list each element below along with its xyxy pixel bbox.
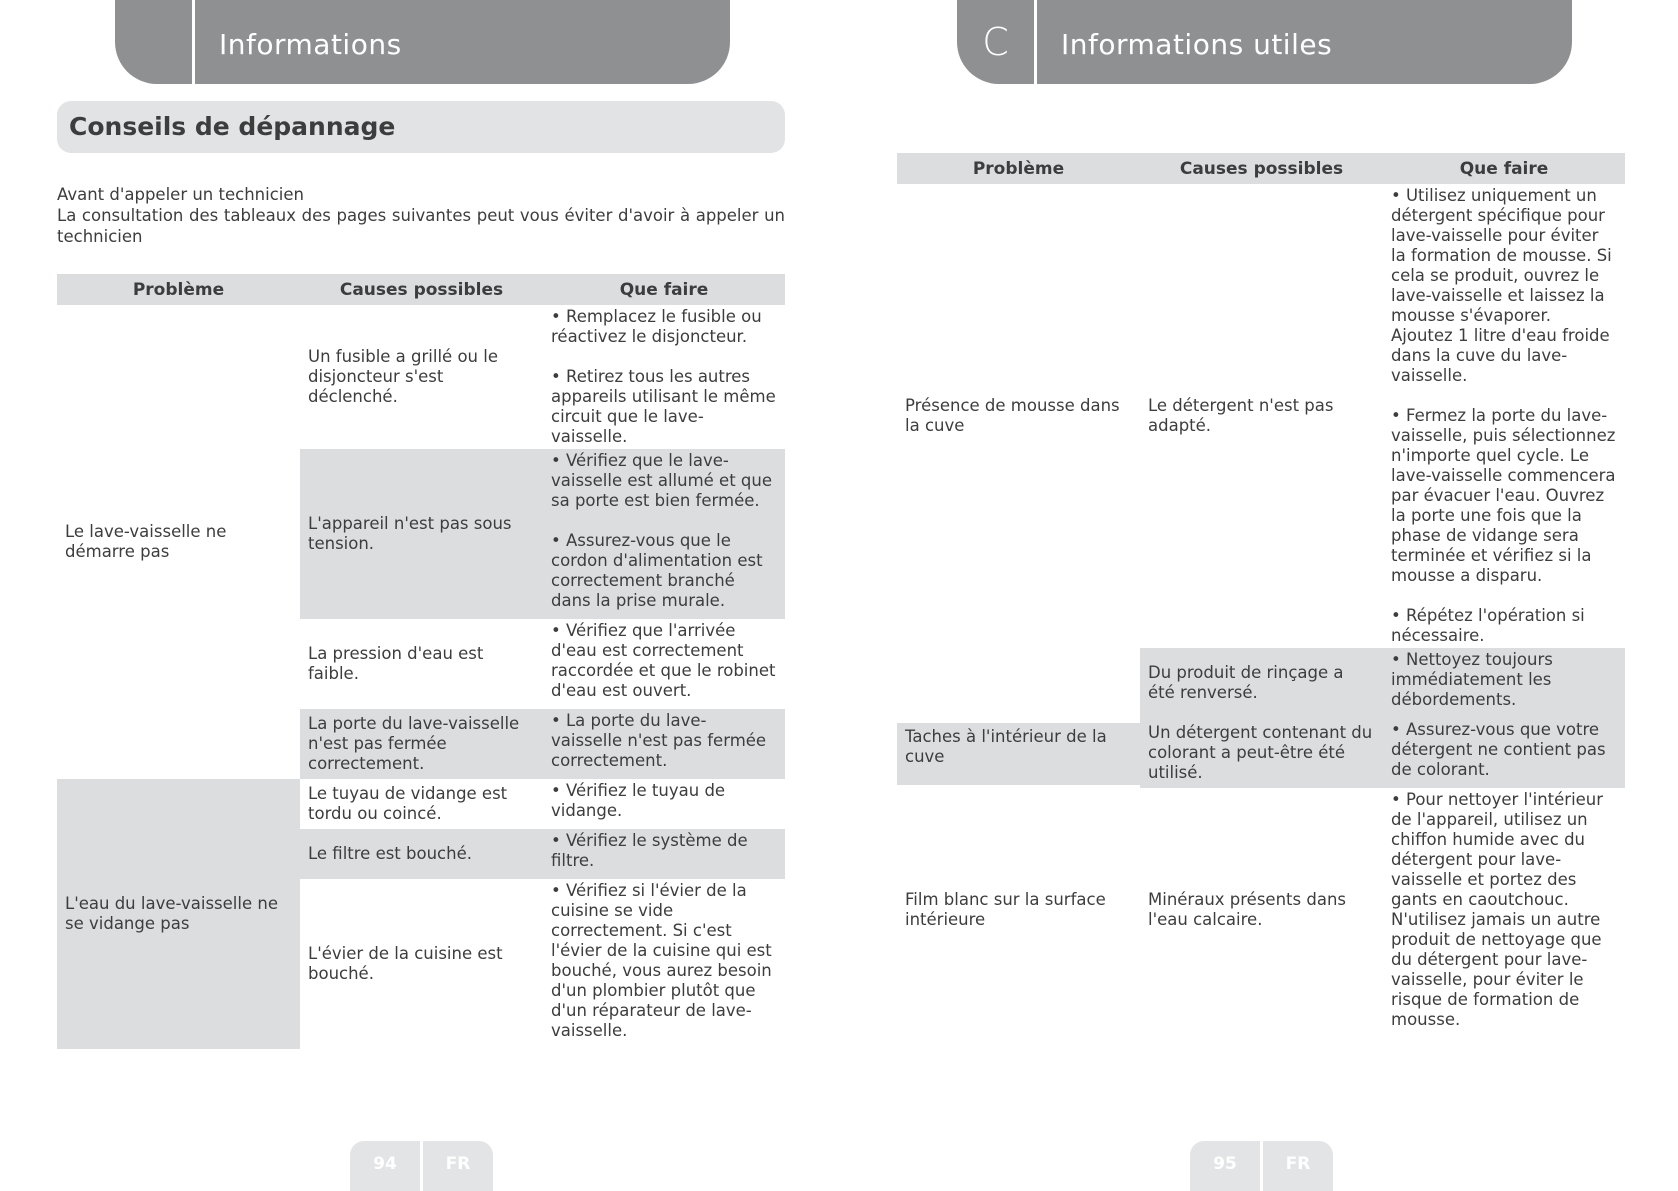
action-bullet: • Vérifiez que l'arrivée d'eau est correctement raccordée et que le robinet d'eau est ouvert.	[551, 621, 776, 700]
chapter-title: Informations utiles	[1061, 28, 1333, 61]
action-cell	[543, 709, 785, 779]
chapter-header	[957, 0, 1572, 84]
action-bullet: • Fermez la porte du lave-vaisselle, puis sélectionnez n'importe quel cycle. Le lave-vaisselle commencera par évacuer l'eau. Ouvrez la porte une fois que la phase de vidange sera terminée et vérifiez si la mousse a disparu.	[1391, 406, 1616, 585]
cause-cell: Un fusible a grillé ou le disjoncteur s'est déclenché.	[308, 347, 498, 406]
action-bullet: • Vérifiez le système de filtre.	[551, 831, 748, 870]
action-cell	[543, 879, 785, 1049]
intro-text	[57, 184, 785, 247]
troubleshooting-table	[897, 153, 1625, 1032]
page-number: 94	[373, 1154, 397, 1174]
action-cell	[543, 449, 785, 619]
page-footer	[1190, 1141, 1333, 1191]
action-bullet: • Vérifiez si l'évier de la cuisine se vide correctement. Si c'est l'évier de la cuisine qui est bouché, vous aurez besoin d'un plombier plutôt que d'un réparateur de lave-vaisselle.	[551, 881, 772, 1040]
cause-cell: La porte du lave-vaisselle n'est pas fermée correctement.	[300, 709, 543, 779]
action-cell	[1383, 788, 1625, 1032]
action-bullet: • Remplacez le fusible ou réactivez le disjoncteur.	[551, 307, 762, 346]
action-bullet: • Nettoyez toujours immédiatement les débordements.	[1391, 650, 1553, 709]
problem-cell: L'eau du lave-vaisselle ne se vidange pas	[57, 779, 300, 1049]
action-bullet: • Vérifiez que le lave-vaisselle est allumé et que sa porte est bien fermée.	[551, 451, 772, 510]
cause-cell: Un détergent contenant du colorant a peut-être été utilisé.	[1140, 718, 1383, 788]
table-row	[57, 305, 785, 449]
problem-cell	[897, 648, 1140, 788]
troubleshooting-table	[57, 274, 785, 1049]
right-page	[839, 0, 1678, 1191]
action-cell	[543, 305, 785, 449]
cause-cell: L'appareil n'est pas sous tension.	[300, 449, 543, 619]
chapter-letter: C	[957, 0, 1037, 84]
language-code: FR	[445, 1154, 471, 1174]
action-bullet: • Retirez tous les autres appareils utilisant le même circuit que le lave-vaisselle.	[551, 367, 776, 446]
chapter-title: Informations	[219, 28, 402, 61]
header-actions: Que faire	[1383, 153, 1625, 184]
problem-cell: Présence de mousse dans la cuve	[905, 396, 1120, 435]
table-header-row	[57, 274, 785, 305]
table-header-row	[897, 153, 1625, 184]
table-row	[897, 648, 1625, 718]
problem-text: Taches à l'intérieur de la cuve	[897, 723, 1140, 785]
chapter-header	[115, 0, 730, 84]
section-title: Conseils de dépannage	[57, 101, 785, 153]
chapter-letter-box	[115, 0, 195, 84]
action-bullet: • Assurez-vous que votre détergent ne contient pas de colorant.	[1391, 720, 1606, 779]
cause-cell: Le tuyau de vidange est tordu ou coincé.	[308, 784, 508, 823]
problem-cell: Le lave-vaisselle ne démarre pas	[65, 522, 227, 561]
action-cell	[1383, 184, 1625, 648]
problem-spacer	[905, 653, 1132, 723]
action-cell	[543, 829, 785, 879]
cause-cell: Du produit de rinçage a été renversé.	[1140, 648, 1383, 718]
action-cell	[543, 619, 785, 709]
header-problem: Problème	[897, 153, 1140, 184]
cause-cell: Le détergent n'est pas adapté.	[1148, 396, 1334, 435]
header-causes: Causes possibles	[300, 274, 543, 305]
action-bullet: • Vérifiez le tuyau de vidange.	[551, 781, 726, 820]
table-row	[897, 788, 1625, 1032]
action-cell	[1383, 648, 1625, 718]
problem-cell: Film blanc sur la surface intérieure	[905, 890, 1106, 929]
table-row	[897, 184, 1625, 648]
action-bullet: • Pour nettoyer l'intérieur de l'appareil, utilisez un chiffon humide avec du détergent pour lave-vaisselle et portez des gants en caoutchouc. N'utilisez jamais un autre produit de nettoyage que du détergent pour lave-vaisselle, pour éviter le risque de formation de mousse.	[1391, 790, 1604, 1029]
table-row	[57, 779, 785, 829]
page-number: 95	[1213, 1154, 1237, 1174]
action-bullet: • Assurez-vous que le cordon d'alimentation est correctement branché dans la prise murale.	[551, 531, 763, 610]
action-bullet: • La porte du lave-vaisselle n'est pas fermée correctement.	[551, 711, 767, 770]
language-code: FR	[1285, 1154, 1311, 1174]
header-causes: Causes possibles	[1140, 153, 1383, 184]
header-problem: Problème	[57, 274, 300, 305]
header-actions: Que faire	[543, 274, 785, 305]
action-bullet: • Répétez l'opération si nécessaire.	[1391, 606, 1585, 645]
page-footer	[350, 1141, 493, 1191]
intro-line-2: La consultation des tableaux des pages suivantes peut vous éviter d'avoir à appeler un technicien	[57, 206, 785, 246]
cause-cell: Le filtre est bouché.	[300, 829, 543, 879]
action-cell	[543, 779, 785, 829]
cause-cell: La pression d'eau est faible.	[308, 644, 484, 683]
intro-line-1: Avant d'appeler un technicien	[57, 185, 304, 204]
action-bullet: • Utilisez uniquement un détergent spécifique pour lave-vaisselle pour éviter la formation de mousse. Si cela se produit, ouvrez le lave-vaisselle et laissez la mousse s'évaporer. Ajoutez 1 litre d'eau froide dans la cuve du lave-vaisselle.	[1391, 186, 1612, 385]
cause-cell: Minéraux présents dans l'eau calcaire.	[1148, 890, 1346, 929]
cause-cell: L'évier de la cuisine est bouché.	[308, 944, 503, 983]
action-cell	[1383, 718, 1625, 788]
